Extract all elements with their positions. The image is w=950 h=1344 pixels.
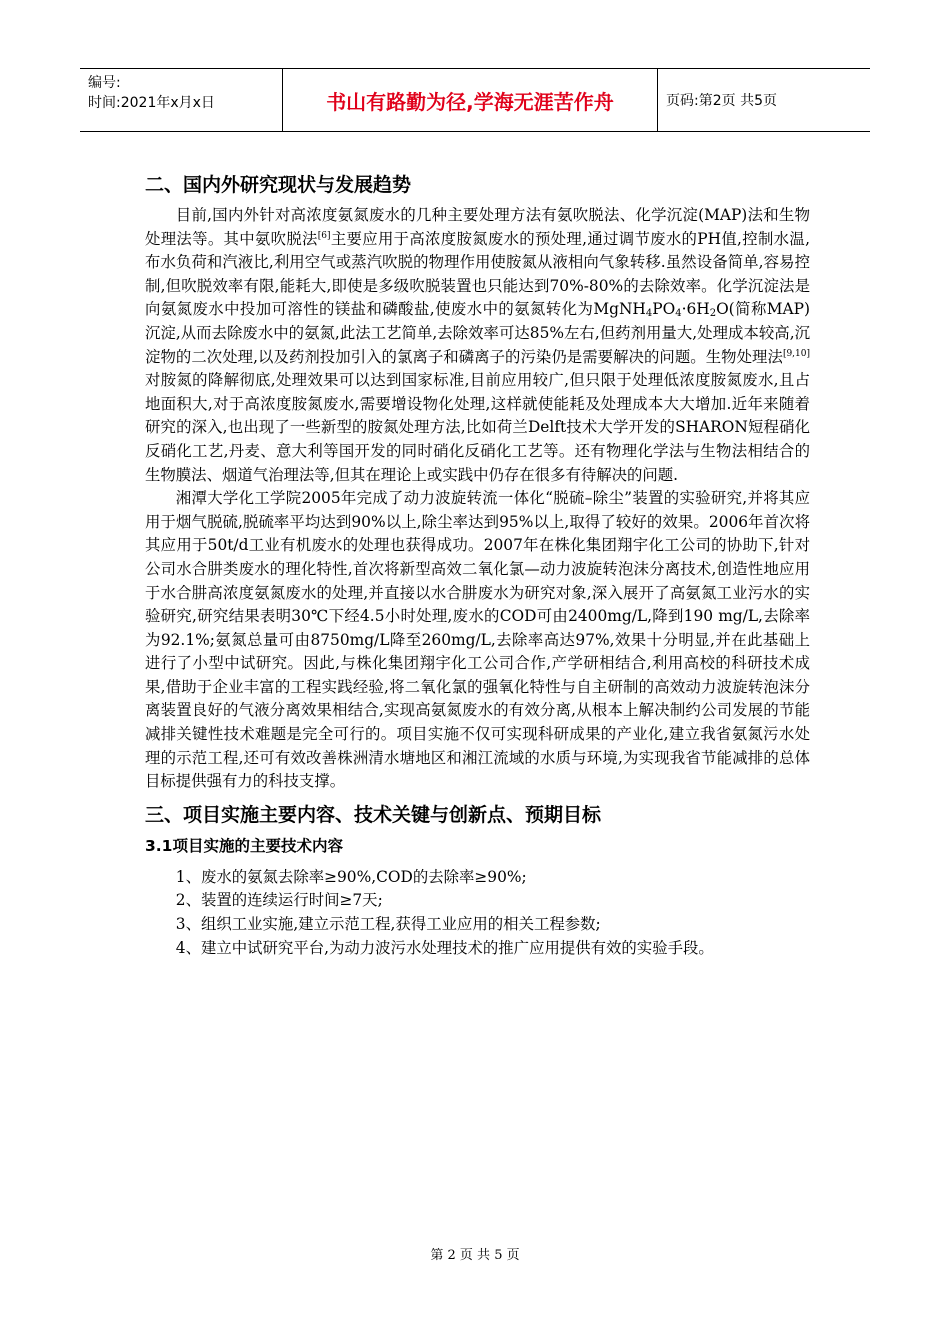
- doc-date-label: 时间:2021年x月x日: [88, 95, 215, 111]
- page-header: [80, 68, 870, 132]
- section-2-heading: 二、国内外研究现状与发展趋势: [145, 174, 412, 196]
- p1-text-c: PO: [652, 300, 676, 319]
- formula-subscript: 4: [645, 308, 653, 320]
- list-item: 4、建立中试研究平台,为动力波污水处理技术的推广应用提供有效的实验手段。: [175, 938, 714, 957]
- p1-text-e: O(简称MAP)沉淀,从而去除废水中的氨氮,此法工艺简单,去除效率可达85%左右,但药剂用量大,处理成本较高,沉淀物的二次处理,以及药剂投加引入的氯离子和磷离子的污染仍是需要解决的问题。生物处理法: [145, 300, 810, 366]
- section-2-paragraph-1: [145, 204, 810, 487]
- formula-subscript: 2: [709, 308, 717, 320]
- citation-9-10: [9,10]: [782, 348, 810, 359]
- p1-text-d: ·6H: [681, 300, 710, 319]
- header-page-number: 页码:第2页 共5页: [666, 93, 777, 109]
- list-item: 3、组织工业实施,建立示范工程,获得工业应用的相关工程参数;: [175, 915, 601, 934]
- subsection-3-1-heading: 3.1项目实施的主要技术内容: [145, 836, 343, 855]
- p1-text-f: 对胺氮的降解彻底,处理效果可以达到国家标准,目前应用较广,但只限于处理低浓度胺氮废水,且占地面积大,对于高浓度胺氮废水,需要增设物化处理,这样就使能耗及处理成本大大增加.近年来随着研究的深入,也出现了一些新型的胺氮处理方法,比如荷兰Delft技术大学开发的SHARON短程硝化反硝化工艺,丹麦、意大利等国开发的同时硝化反硝化工艺等。还有物理化学法与生物法相结合的生物膜法、烟道气治理法等,但其在理论上或实践中仍存在很多有待解决的问题.: [145, 371, 810, 484]
- document-body: [145, 170, 810, 960]
- p1-text-b: 主要应用于高浓度胺氮废水的预处理,通过调节废水的PH值,控制水温,布水负荷和汽液比,利用空气或蒸汽吹脱的物理作用使胺氮从液相向气象转移.虽然设备简单,容易控制,但吹脱效率有限,能耗大,即使是多级吹脱装置也只能达到70%-80%的去除效率。化学沉淀法是向氨氮废水中投加可溶性的镁盐和磷酸盐,使废水中的氨氮转化为MgNH: [145, 229, 810, 319]
- list-item: 2、装置的连续运行时间≥7天;: [175, 891, 383, 910]
- header-meta: [80, 69, 282, 131]
- header-motto: 书山有路勤为径,学海无涯苦作舟: [282, 69, 658, 131]
- citation-6: [6]: [317, 230, 331, 241]
- doc-number-label: 编号:: [88, 75, 121, 91]
- p1-text-a: 目前,国内外针对高浓度氨氮废水的几种主要处理方法有氨吹脱法、化学沉淀(MAP)法和生物处理法等。其中氨吹脱法: [145, 206, 810, 248]
- section-2-paragraph-2: 湘潭大学化工学院2005年完成了动力波旋转流一体化“脱硫–除尘”装置的实验研究,并将其应用于烟气脱硫,脱硫率平均达到90%以上,除尘率达到95%以上,取得了较好的效果。2006年首次将其应用于50t/d工业有机废水的处理也获得成功。2007年在株化集团翔宇化工公司的协助下,针对公司水合肼类废水的理化特性,首次将新型高效二氧化氯—动力波旋转泡沫分离技术,创造性地应用于水合肼高浓度氨氮废水的处理,并直接以水合肼废水为研究对象,深入展开了高氨氮工业污水的实验研究,研究结果表明30℃下经4.5小时处理,废水的COD可由2400mg/L,降到190 mg/L,去除率为92.1%;氨氮总量可由8750mg/L降至260mg/L,去除率高达97%,效果十分明显,并在此基础上进行了小型中试研究。因此,与株化集团翔宇化工公司合作,产学研相结合,利用高校的科研技术成果,借助于企业丰富的工程实践经验,将二氧化氯的强氧化特性与自主研制的高效动力波旋转泡沫分离装置良好的气液分离效果相结合,实现高氨氮废水的有效分离,从根本上解决制约公司发展的节能减排关键性技术难题是完全可行的。项目实施不仅可实现科研成果的产业化,建立我省氨氮污水处理的示范工程,还可有效改善株洲清水塘地区和湘江流域的水质与环境,为实现我省节能减排的总体目标提供强有力的科技支撑。: [145, 489, 810, 791]
- page-footer: 第 2 页 共 5 页: [430, 1248, 520, 1263]
- list-item: 1、废水的氨氮去除率≥90%,COD的去除率≥90%;: [175, 867, 527, 886]
- formula-subscript: 4: [675, 308, 682, 320]
- section-3-heading: 三、项目实施主要内容、技术关键与创新点、预期目标: [145, 803, 602, 826]
